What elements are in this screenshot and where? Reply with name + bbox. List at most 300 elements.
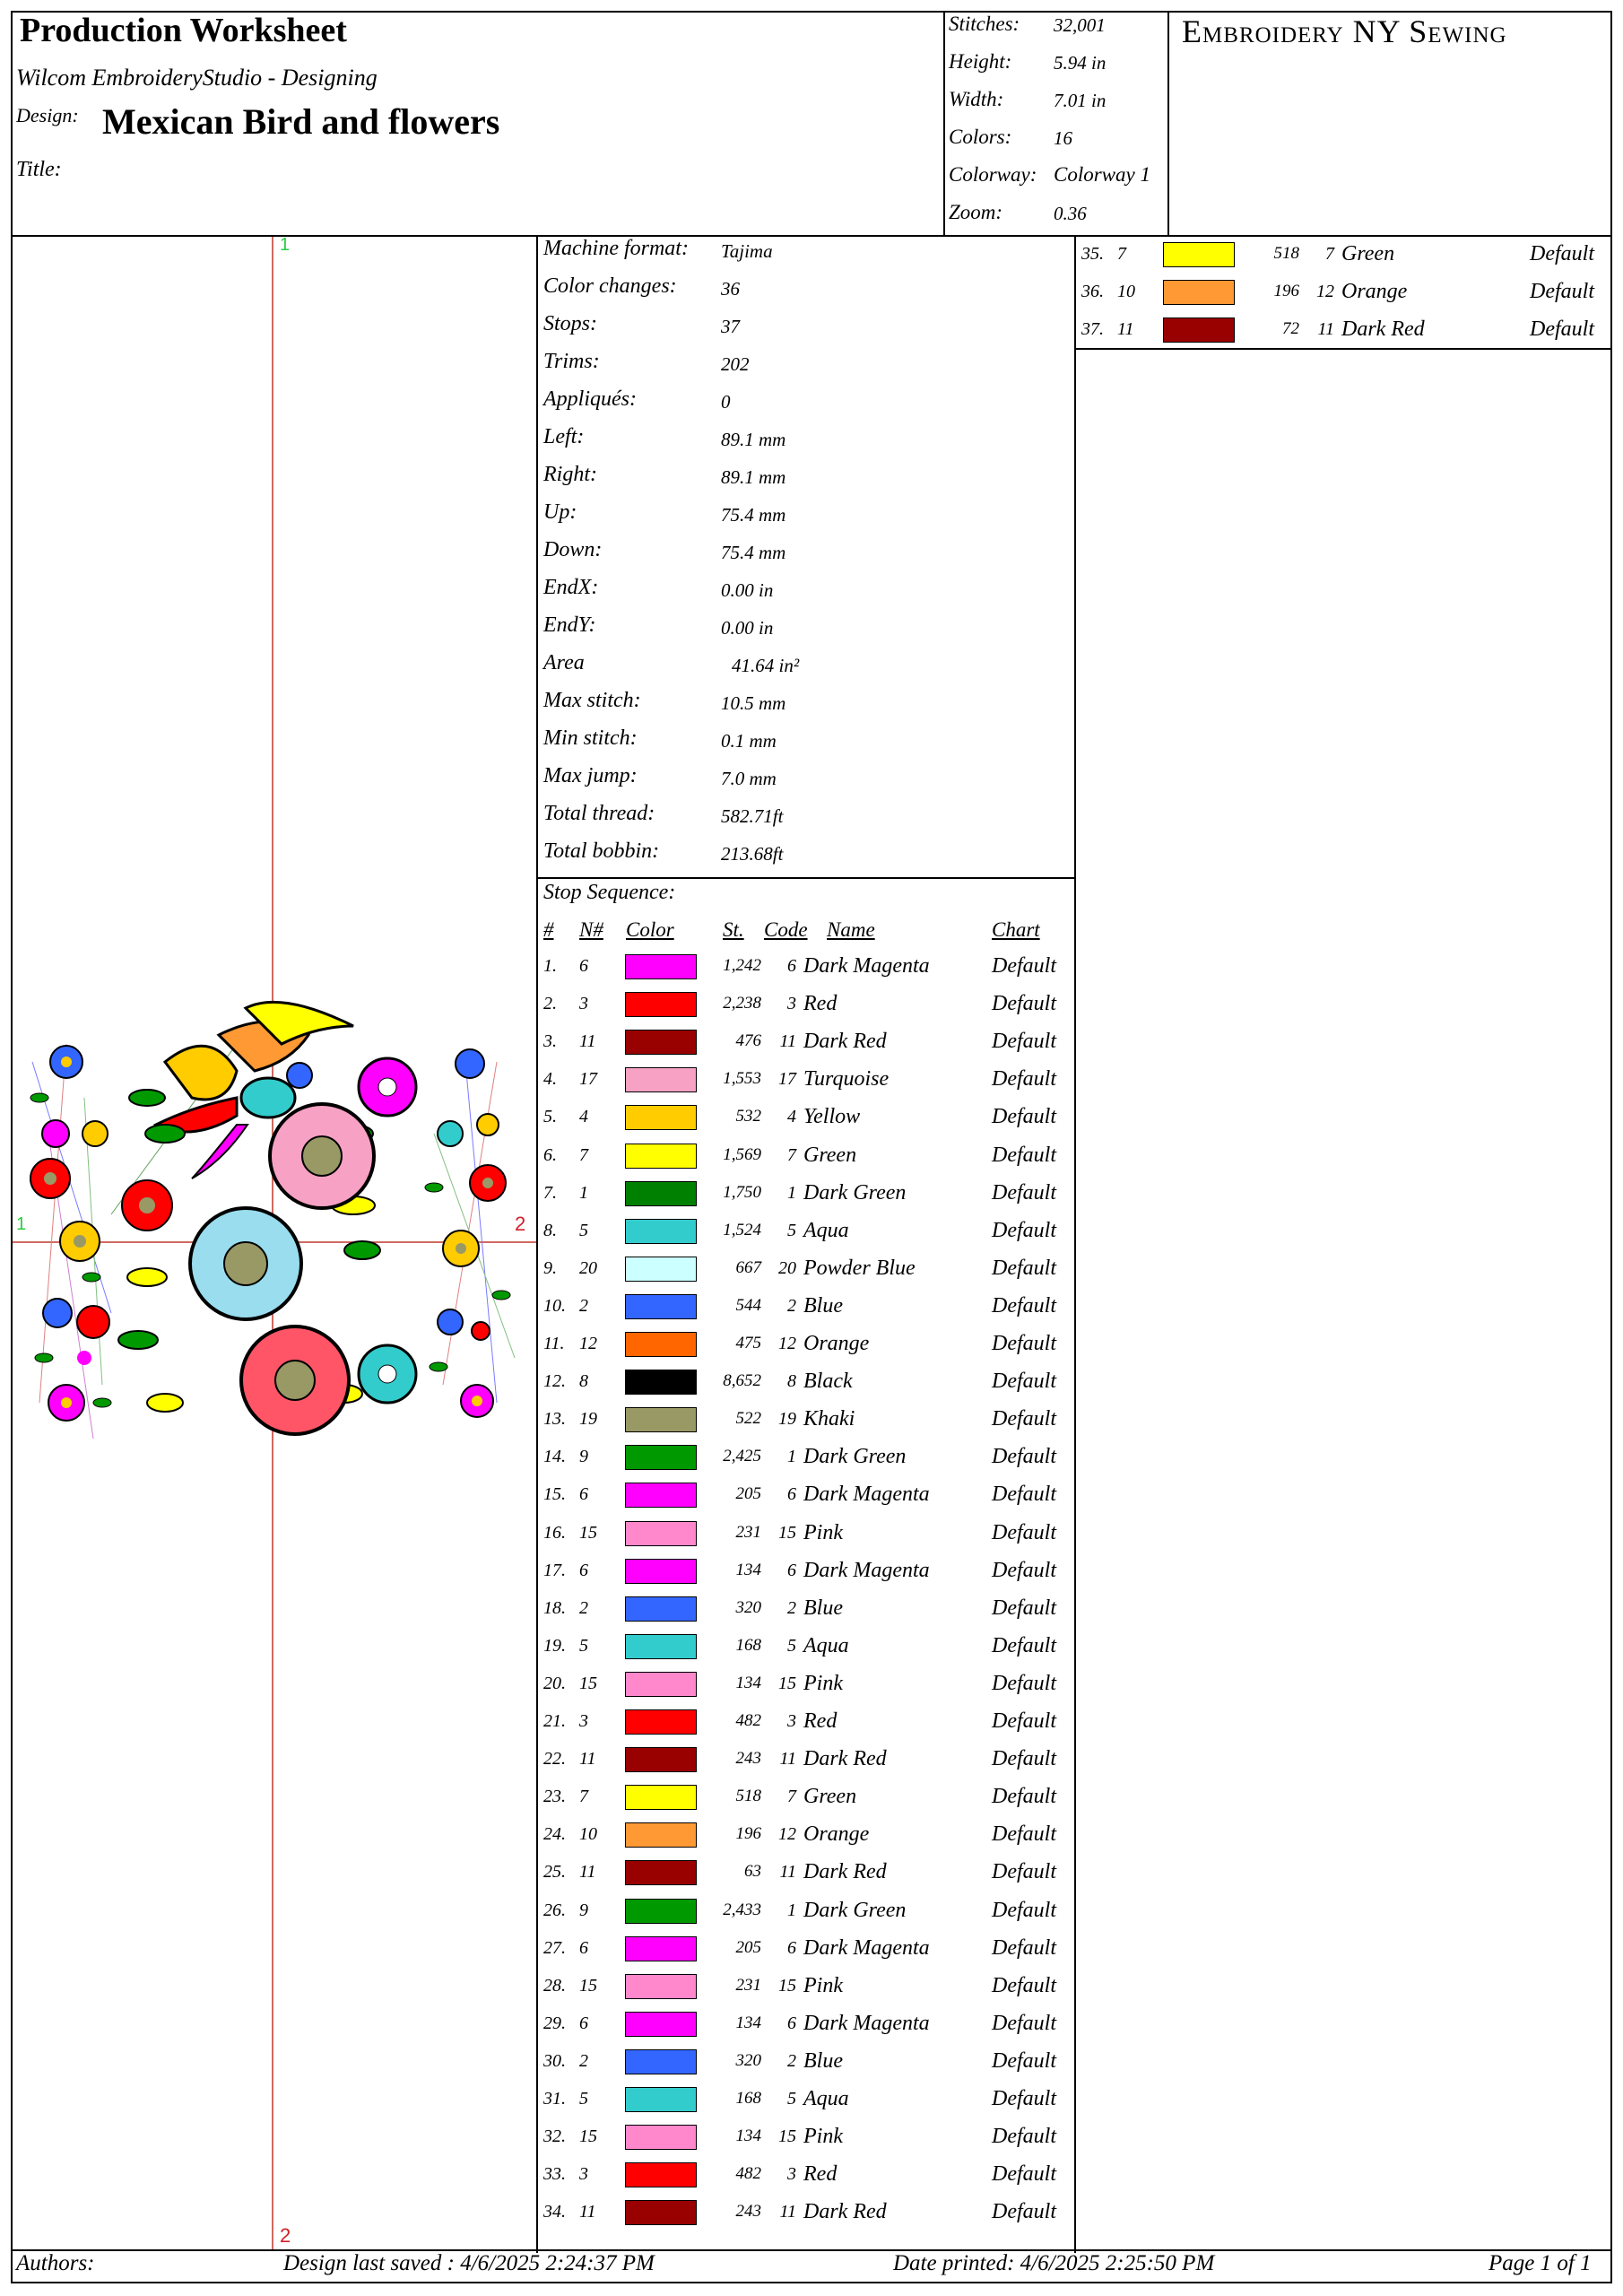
stat-value: 75.4 mm bbox=[721, 504, 786, 526]
row-needle: 2 bbox=[579, 1295, 588, 1316]
color-swatch bbox=[625, 954, 697, 979]
row-code: 15 bbox=[778, 1673, 796, 1693]
stop-row bbox=[543, 1706, 1072, 1744]
stop-row bbox=[543, 1140, 1072, 1178]
row-index: 34. bbox=[543, 2202, 566, 2222]
summary-value: 32,001 bbox=[1054, 14, 1106, 36]
row-stitches: 1,524 bbox=[723, 1220, 761, 1239]
col-header-nnum: N# bbox=[579, 918, 603, 941]
row-color-name: Green bbox=[803, 1143, 857, 1167]
row-color-name: Dark Red bbox=[803, 1030, 887, 1054]
stop-row bbox=[543, 1101, 1072, 1139]
row-chart: Default bbox=[992, 2087, 1056, 2110]
row-color-name: Red bbox=[803, 992, 838, 1016]
row-code: 12 bbox=[778, 1334, 796, 1353]
stat-label: Appliqués: bbox=[543, 387, 637, 411]
row-index: 33. bbox=[543, 2164, 566, 2185]
col-header-st: St. bbox=[723, 918, 744, 941]
row-index: 35. bbox=[1081, 244, 1104, 264]
color-swatch bbox=[625, 1483, 697, 1508]
body-col-2 bbox=[1074, 235, 1076, 2253]
row-stitches: 522 bbox=[735, 1409, 761, 1429]
row-chart: Default bbox=[992, 1332, 1056, 1355]
row-index: 11. bbox=[543, 1334, 565, 1353]
row-stitches: 518 bbox=[735, 1787, 761, 1806]
row-color-name: Turquoise bbox=[803, 1067, 890, 1091]
row-chart: Default bbox=[1530, 242, 1594, 265]
stop-row bbox=[543, 2159, 1072, 2196]
stat-label: Total bobbin: bbox=[543, 839, 660, 863]
row-color-name: Dark Green bbox=[803, 1898, 907, 1922]
stop-row bbox=[543, 1328, 1072, 1366]
row-code: 3 bbox=[787, 2164, 796, 2185]
row-code: 6 bbox=[787, 1484, 796, 1505]
summary-value: 0.36 bbox=[1054, 203, 1087, 224]
row-needle: 5 bbox=[579, 1635, 588, 1656]
row-stitches: 482 bbox=[735, 1711, 761, 1730]
row-color-name: Blue bbox=[803, 1596, 843, 1620]
footer-divider bbox=[11, 2249, 1612, 2251]
row-needle: 6 bbox=[579, 956, 588, 976]
color-swatch bbox=[625, 1747, 697, 1772]
row-code: 4 bbox=[787, 1107, 796, 1127]
row-chart: Default bbox=[992, 1596, 1056, 1620]
stat-value: 0 bbox=[721, 391, 731, 413]
row-needle: 2 bbox=[579, 2050, 588, 2071]
row-needle: 11 bbox=[579, 1862, 596, 1883]
row-index: 25. bbox=[543, 1862, 566, 1883]
row-chart: Default bbox=[992, 1407, 1056, 1431]
stat-label: Stops: bbox=[543, 312, 597, 335]
row-stitches: 134 bbox=[735, 2013, 761, 2032]
stop-row bbox=[543, 1441, 1072, 1479]
color-swatch bbox=[625, 1067, 697, 1092]
row-color-name: Aqua bbox=[803, 1633, 849, 1657]
row-needle: 9 bbox=[579, 1900, 588, 1920]
row-code: 3 bbox=[787, 994, 796, 1014]
row-color-name: Blue bbox=[803, 1293, 843, 1318]
color-swatch bbox=[625, 2049, 697, 2074]
summary-label: Width: bbox=[949, 88, 1004, 110]
row-stitches: 1,750 bbox=[723, 1182, 761, 1202]
stat-value: 213.68ft bbox=[721, 843, 784, 865]
row-index: 2. bbox=[543, 994, 557, 1014]
row-needle: 3 bbox=[579, 2164, 588, 2185]
stat-value: 0.00 in bbox=[721, 617, 774, 639]
row-color-name: Aqua bbox=[803, 2087, 849, 2110]
row-index: 30. bbox=[543, 2050, 566, 2071]
row-stitches: 134 bbox=[735, 1560, 761, 1579]
row-needle: 8 bbox=[579, 1371, 588, 1392]
row-code: 8 bbox=[787, 1371, 796, 1392]
row-code: 19 bbox=[778, 1409, 796, 1430]
row-chart: Default bbox=[992, 2162, 1056, 2187]
stop-row bbox=[543, 1215, 1072, 1253]
stop-row bbox=[543, 1178, 1072, 1215]
stop-row bbox=[543, 1895, 1072, 1933]
row-code: 5 bbox=[787, 1220, 796, 1240]
color-swatch bbox=[625, 1559, 697, 1584]
row-needle: 2 bbox=[579, 1597, 588, 1618]
stop-row bbox=[543, 1933, 1072, 1970]
row-needle: 12 bbox=[579, 1334, 597, 1353]
color-swatch bbox=[625, 1634, 697, 1659]
row-index: 10. bbox=[543, 1295, 566, 1316]
row-needle: 6 bbox=[579, 2013, 588, 2033]
row-chart: Default bbox=[992, 2125, 1056, 2149]
row-chart: Default bbox=[992, 1973, 1056, 1997]
row-index: 13. bbox=[543, 1409, 566, 1430]
row-index: 23. bbox=[543, 1787, 566, 1807]
row-stitches: 134 bbox=[735, 2126, 761, 2146]
row-stitches: 2,433 bbox=[723, 1900, 761, 1919]
worksheet-title: Production Worksheet bbox=[20, 12, 347, 49]
stat-value: Tajima bbox=[721, 240, 773, 262]
row-index: 9. bbox=[543, 1257, 557, 1278]
summary-value: 7.01 in bbox=[1054, 90, 1107, 111]
row-code: 11 bbox=[779, 1862, 796, 1883]
stop-row bbox=[543, 1744, 1072, 1781]
row-code: 1 bbox=[787, 1900, 796, 1920]
row-needle: 1 bbox=[579, 1182, 588, 1203]
stat-label: Machine format: bbox=[543, 237, 689, 260]
row-needle: 5 bbox=[579, 1220, 588, 1240]
row-stitches: 482 bbox=[735, 2164, 761, 2184]
summary-value: Colorway 1 bbox=[1054, 163, 1150, 186]
stat-value: 582.71ft bbox=[721, 805, 784, 827]
row-stitches: 243 bbox=[735, 1749, 761, 1769]
axis-marker-right: 2 bbox=[515, 1213, 526, 1235]
row-code: 11 bbox=[779, 1031, 796, 1052]
row-color-name: Powder Blue bbox=[803, 1256, 916, 1280]
row-color-name: Blue bbox=[803, 2048, 843, 2073]
row-index: 1. bbox=[543, 956, 557, 976]
row-chart: Default bbox=[992, 1105, 1056, 1129]
row-color-name: Green bbox=[803, 1785, 857, 1809]
row-stitches: 243 bbox=[735, 2202, 761, 2222]
row-needle: 3 bbox=[579, 1711, 588, 1731]
stop-row bbox=[543, 2121, 1072, 2159]
row-chart: Default bbox=[992, 1218, 1056, 1242]
row-stitches: 63 bbox=[744, 1862, 761, 1882]
axis-marker-left: 1 bbox=[16, 1214, 27, 1234]
row-color-name: Dark Magenta bbox=[803, 2011, 930, 2035]
row-index: 18. bbox=[543, 1597, 566, 1618]
stop-row bbox=[543, 1291, 1072, 1328]
row-needle: 7 bbox=[579, 1787, 588, 1807]
row-code: 11 bbox=[1317, 319, 1334, 339]
stop-row bbox=[543, 2008, 1072, 2046]
stop-row bbox=[543, 1026, 1072, 1064]
row-code: 11 bbox=[779, 1749, 796, 1770]
row-needle: 10 bbox=[579, 1824, 597, 1845]
body-col-1 bbox=[536, 235, 538, 2253]
row-color-name: Orange bbox=[1341, 280, 1408, 303]
stat-label: Trims: bbox=[543, 350, 600, 373]
row-color-name: Green bbox=[1341, 242, 1395, 265]
color-swatch bbox=[625, 2125, 697, 2150]
row-needle: 19 bbox=[579, 1409, 597, 1430]
stop-row bbox=[1081, 314, 1610, 352]
row-chart: Default bbox=[992, 992, 1056, 1016]
row-color-name: Yellow bbox=[803, 1105, 861, 1129]
summary-value: 16 bbox=[1054, 127, 1072, 149]
row-chart: Default bbox=[992, 1030, 1056, 1054]
stop-row bbox=[543, 1857, 1072, 1894]
stop-row bbox=[543, 951, 1072, 988]
row-code: 7 bbox=[787, 1787, 796, 1807]
row-needle: 11 bbox=[579, 2202, 596, 2222]
stat-label: EndX: bbox=[543, 576, 599, 599]
row-index: 26. bbox=[543, 1900, 566, 1920]
row-color-name: Dark Red bbox=[803, 2200, 887, 2224]
color-swatch bbox=[625, 2162, 697, 2187]
stop-row bbox=[543, 1631, 1072, 1668]
stop-row bbox=[543, 2083, 1072, 2121]
last-saved: Design last saved : 4/6/2025 2:24:37 PM bbox=[283, 2251, 655, 2275]
color-swatch bbox=[625, 1257, 697, 1282]
row-stitches: 231 bbox=[735, 1975, 761, 1995]
row-index: 20. bbox=[543, 1673, 566, 1693]
row-stitches: 2,425 bbox=[723, 1447, 761, 1466]
row-needle: 6 bbox=[579, 1937, 588, 1958]
color-swatch bbox=[1163, 242, 1235, 267]
row-chart: Default bbox=[992, 1256, 1056, 1280]
row-color-name: Orange bbox=[803, 1332, 870, 1355]
summary-label: Stitches: bbox=[949, 13, 1020, 35]
summary-label: Colorway: bbox=[949, 163, 1037, 186]
color-swatch bbox=[625, 2200, 697, 2225]
row-index: 8. bbox=[543, 1220, 557, 1240]
color-swatch bbox=[625, 2087, 697, 2112]
color-swatch bbox=[625, 1672, 697, 1697]
stop-row bbox=[543, 2046, 1072, 2083]
header-col-2 bbox=[1167, 11, 1169, 237]
company-name: Embroidery NY Sewing bbox=[1182, 13, 1507, 49]
row-stitches: 518 bbox=[1273, 244, 1299, 263]
row-needle: 3 bbox=[579, 994, 588, 1014]
row-code: 3 bbox=[787, 1711, 796, 1731]
row-color-name: Dark Magenta bbox=[803, 1558, 930, 1582]
stat-value: 41.64 in² bbox=[732, 655, 800, 676]
row-index: 36. bbox=[1081, 282, 1104, 301]
row-chart: Default bbox=[992, 954, 1056, 978]
row-code: 6 bbox=[787, 1937, 796, 1958]
row-code: 2 bbox=[787, 1295, 796, 1316]
stop-row bbox=[543, 1593, 1072, 1631]
row-stitches: 205 bbox=[735, 1484, 761, 1504]
stop-row bbox=[543, 988, 1072, 1026]
row-chart: Default bbox=[1530, 317, 1594, 341]
row-chart: Default bbox=[992, 1709, 1056, 1733]
row-color-name: Pink bbox=[803, 1520, 843, 1544]
summary-label: Zoom: bbox=[949, 201, 1003, 223]
row-code: 11 bbox=[779, 2202, 796, 2222]
row-color-name: Dark Magenta bbox=[803, 954, 930, 978]
row-color-name: Dark Green bbox=[803, 1445, 907, 1469]
row-index: 28. bbox=[543, 1975, 566, 1996]
row-stitches: 532 bbox=[735, 1107, 761, 1126]
color-swatch bbox=[625, 1785, 697, 1810]
row-stitches: 72 bbox=[1282, 319, 1299, 338]
row-stitches: 205 bbox=[735, 1937, 761, 1957]
row-stitches: 320 bbox=[735, 1597, 761, 1617]
row-code: 1 bbox=[787, 1182, 796, 1203]
stat-label: Max jump: bbox=[543, 764, 638, 787]
row-stitches: 667 bbox=[735, 1257, 761, 1277]
row-needle: 15 bbox=[579, 1673, 597, 1693]
stop-row bbox=[543, 1970, 1072, 2008]
row-color-name: Aqua bbox=[803, 1218, 849, 1242]
row-needle: 10 bbox=[1117, 282, 1135, 301]
row-code: 15 bbox=[778, 2126, 796, 2147]
row-code: 2 bbox=[787, 1597, 796, 1618]
row-color-name: Dark Green bbox=[803, 1180, 907, 1205]
row-color-name: Pink bbox=[803, 1973, 843, 1997]
stat-value: 89.1 mm bbox=[721, 429, 786, 450]
row-code: 15 bbox=[778, 1975, 796, 1996]
row-stitches: 168 bbox=[735, 1635, 761, 1655]
row-code: 6 bbox=[787, 956, 796, 976]
stat-value: 0.00 in bbox=[721, 579, 774, 601]
col-header-chart: Chart bbox=[992, 918, 1040, 941]
axis-marker-bottom: 2 bbox=[280, 2224, 291, 2247]
stat-value: 37 bbox=[721, 316, 740, 337]
date-printed: Date printed: 4/6/2025 2:25:50 PM bbox=[893, 2251, 1215, 2275]
row-chart: Default bbox=[992, 2200, 1056, 2224]
row-stitches: 168 bbox=[735, 2089, 761, 2108]
stop-row bbox=[543, 1668, 1072, 1706]
stat-label: EndY: bbox=[543, 613, 596, 637]
row-needle: 9 bbox=[579, 1447, 588, 1467]
row-stitches: 544 bbox=[735, 1295, 761, 1315]
frame-bottom bbox=[11, 2282, 1612, 2283]
row-index: 31. bbox=[543, 2089, 566, 2109]
stop-row bbox=[543, 1555, 1072, 1593]
color-swatch bbox=[625, 1709, 697, 1735]
row-index: 32. bbox=[543, 2126, 566, 2147]
row-chart: Default bbox=[992, 1935, 1056, 1960]
col-header-num: # bbox=[543, 918, 554, 941]
row-index: 6. bbox=[543, 1144, 557, 1165]
row-code: 1 bbox=[787, 1447, 796, 1467]
row-stitches: 1,553 bbox=[723, 1069, 761, 1089]
color-swatch bbox=[625, 992, 697, 1017]
row-index: 37. bbox=[1081, 319, 1104, 339]
stop-row bbox=[543, 1366, 1072, 1404]
row-index: 4. bbox=[543, 1069, 557, 1090]
stat-value: 75.4 mm bbox=[721, 542, 786, 563]
title-label: Title: bbox=[16, 158, 62, 181]
row-code: 5 bbox=[787, 2089, 796, 2109]
row-color-name: Dark Red bbox=[1341, 317, 1425, 341]
color-swatch bbox=[625, 1521, 697, 1546]
row-color-name: Orange bbox=[803, 1822, 870, 1847]
stop-row bbox=[543, 1253, 1072, 1291]
row-code: 2 bbox=[787, 2050, 796, 2071]
row-code: 12 bbox=[1316, 282, 1334, 301]
row-index: 3. bbox=[543, 1031, 557, 1052]
row-chart: Default bbox=[992, 1785, 1056, 1809]
color-swatch bbox=[625, 1936, 697, 1961]
design-name: Mexican Bird and flowers bbox=[102, 101, 500, 142]
row-chart: Default bbox=[992, 1445, 1056, 1469]
stat-value: 10.5 mm bbox=[721, 692, 786, 714]
row-index: 15. bbox=[543, 1484, 566, 1505]
design-label: Design: bbox=[16, 104, 79, 126]
color-swatch bbox=[625, 1445, 697, 1470]
row-index: 21. bbox=[543, 1711, 566, 1731]
color-swatch bbox=[625, 1144, 697, 1169]
color-swatch bbox=[625, 1294, 697, 1319]
summary-value: 5.94 in bbox=[1054, 52, 1107, 74]
row-chart: Default bbox=[992, 1558, 1056, 1582]
stop-row bbox=[543, 2196, 1072, 2234]
row-needle: 7 bbox=[579, 1144, 588, 1165]
embroidery-preview-image bbox=[13, 237, 536, 2249]
row-needle: 17 bbox=[579, 1069, 597, 1090]
row-chart: Default bbox=[992, 1143, 1056, 1167]
page-number: Page 1 of 1 bbox=[1488, 2251, 1592, 2275]
row-color-name: Dark Magenta bbox=[803, 1935, 930, 1960]
col-header-color: Color bbox=[626, 918, 674, 941]
stop-sequence-title: Stop Sequence: bbox=[543, 881, 676, 904]
row-code: 7 bbox=[1325, 244, 1334, 264]
stat-label: Max stitch: bbox=[543, 689, 641, 712]
row-needle: 11 bbox=[1117, 319, 1134, 339]
summary-label: Colors: bbox=[949, 126, 1012, 148]
row-stitches: 475 bbox=[735, 1334, 761, 1352]
color-swatch bbox=[625, 1181, 697, 1206]
stat-label: Min stitch: bbox=[543, 726, 638, 750]
row-stitches: 476 bbox=[735, 1031, 761, 1051]
color-swatch bbox=[625, 1407, 697, 1432]
row-code: 6 bbox=[787, 2013, 796, 2033]
stat-value: 7.0 mm bbox=[721, 768, 777, 789]
stat-value: 89.1 mm bbox=[721, 466, 786, 488]
row-chart: Default bbox=[992, 1633, 1056, 1657]
row-color-name: Dark Magenta bbox=[803, 1483, 930, 1507]
row-color-name: Pink bbox=[803, 2125, 843, 2149]
stat-label: Area bbox=[543, 651, 585, 674]
frame-right bbox=[1610, 11, 1612, 2283]
row-needle: 6 bbox=[579, 1560, 588, 1580]
row-stitches: 320 bbox=[735, 2050, 761, 2070]
row-needle: 20 bbox=[579, 1257, 597, 1278]
row-chart: Default bbox=[992, 1898, 1056, 1922]
right-flower-column bbox=[425, 1049, 515, 1417]
row-index: 24. bbox=[543, 1824, 566, 1845]
stop-row bbox=[543, 1479, 1072, 1517]
color-swatch bbox=[625, 1105, 697, 1130]
row-needle: 7 bbox=[1117, 244, 1126, 264]
axis-marker-top: 1 bbox=[280, 235, 291, 255]
row-index: 22. bbox=[543, 1749, 566, 1770]
stop-row bbox=[543, 1781, 1072, 1819]
row-chart: Default bbox=[992, 2048, 1056, 2073]
authors-label: Authors: bbox=[16, 2251, 95, 2275]
row-needle: 15 bbox=[579, 2126, 597, 2147]
row-code: 5 bbox=[787, 1635, 796, 1656]
stop-row bbox=[543, 1518, 1072, 1555]
row-needle: 15 bbox=[579, 1975, 597, 1996]
row-index: 27. bbox=[543, 1937, 566, 1958]
color-swatch bbox=[1163, 280, 1235, 305]
stat-label: Down: bbox=[543, 538, 603, 561]
row-index: 19. bbox=[543, 1635, 566, 1656]
row-stitches: 8,652 bbox=[723, 1371, 761, 1391]
row-color-name: Black bbox=[803, 1370, 853, 1394]
